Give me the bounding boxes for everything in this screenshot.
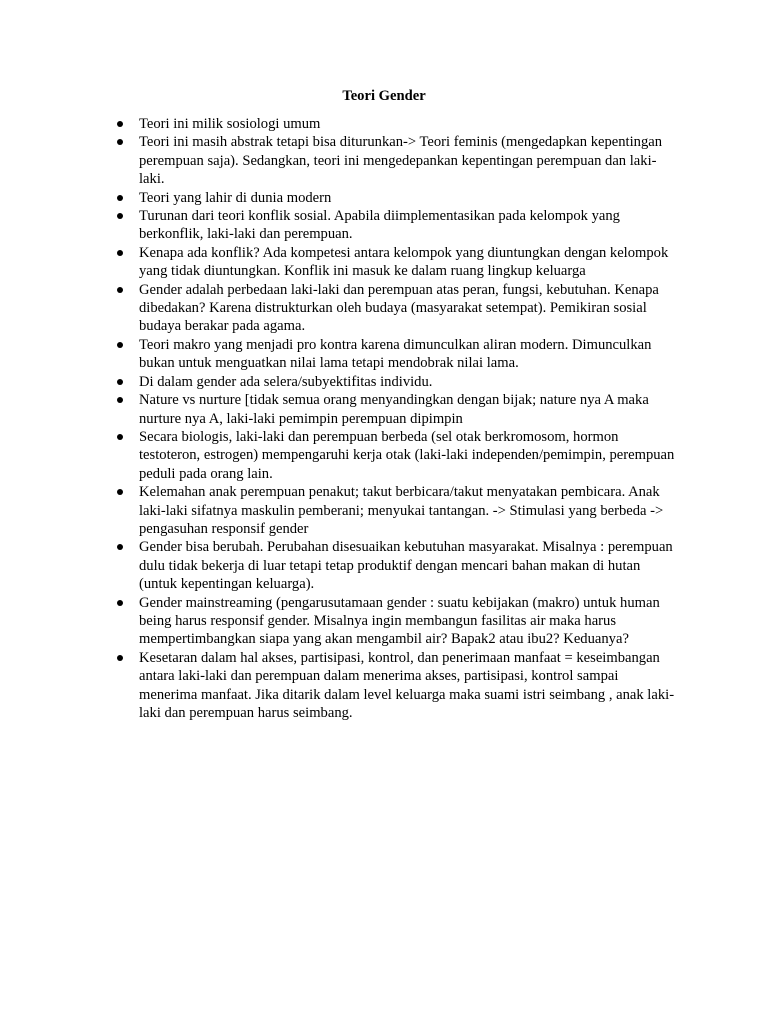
- bullet-item: [139, 133, 679, 188]
- bullet-item: [139, 281, 679, 336]
- bullet-text: Kelemahan anak perempuan penakut; takut berbicara/takut menyatakan pembicara. Anak laki-laki sifatnya maskulin pemberani; menyukai tantangan. -> Stimulasi yang berbeda -> pengasuhan responsif gender: [139, 484, 664, 537]
- bullet-list: [139, 115, 679, 722]
- bullet-item: [139, 244, 679, 281]
- bullet-item: [139, 373, 679, 391]
- bullet-text: Gender mainstreaming (pengarusutamaan gender : suatu kebijakan (makro) untuk human being harus responsif gender. Misalnya ingin membangun fasilitas air maka harus mempertimbangkan siapa yang akan mengambil air? Bapak2 atau ibu2? Keduanya?: [139, 594, 660, 648]
- bullet-item: [139, 483, 679, 538]
- bullet-text: Secara biologis, laki-laki dan perempuan berbeda (sel otak berkromosom, hormon testoteron, estrogen) mempengaruhi kerja otak (laki-laki independen/pemimpin, perempuan peduli pada orang lain.: [139, 428, 675, 482]
- bullet-icon: [117, 379, 123, 385]
- bullet-item: [139, 391, 679, 428]
- bullet-item: [139, 594, 679, 649]
- bullet-text: Kenapa ada konflik? Ada kompetesi antara kelompok yang diuntungkan dengan kelompok yang tidak diuntungkan. Konflik ini masuk ke dalam ruang lingkup keluarga: [139, 244, 669, 280]
- bullet-item: [139, 336, 679, 373]
- bullet-text: Nature vs nurture [tidak semua orang menyandingkan dengan bijak; nature nya A maka nurture nya A, laki-laki pemimpin perempuan dipimpin: [139, 392, 649, 427]
- bullet-icon: [117, 489, 123, 495]
- bullet-icon: [117, 600, 123, 606]
- bullet-icon: [117, 121, 123, 127]
- bullet-icon: [117, 195, 123, 201]
- bullet-icon: [117, 139, 123, 145]
- bullet-icon: [117, 342, 123, 348]
- bullet-icon: [117, 250, 123, 256]
- bullet-text: Teori yang lahir di dunia modern: [139, 189, 332, 206]
- bullet-text: Kesetaran dalam hal akses, partisipasi, kontrol, dan penerimaan manfaat = keseimbangan antara laki-laki dan perempuan dalam menerima akses, partisipasi, kontrol sampai menerima manfaat. Jika ditarik dalam level keluarga maka suami istri seimbang , anak laki-laki dan perempuan harus seimbang.: [139, 649, 675, 721]
- bullet-text: Gender bisa berubah. Perubahan disesuaikan kebutuhan masyarakat. Misalnya : perempuan dulu tidak bekerja di luar tetapi tetap produktif dengan mencari bahan makan di hutan (untuk kepentingan keluarga).: [139, 539, 673, 593]
- bullet-item: [139, 649, 679, 723]
- bullet-icon: [117, 544, 123, 550]
- bullet-item: [139, 115, 679, 133]
- bullet-text: Di dalam gender ada selera/subyektifitas individu.: [139, 373, 433, 390]
- bullet-item: [139, 207, 679, 244]
- bullet-icon: [117, 287, 123, 293]
- bullet-icon: [117, 213, 123, 219]
- bullet-text: Teori ini milik sosiologi umum: [139, 116, 321, 132]
- bullet-icon: [117, 397, 123, 403]
- bullet-item: [139, 538, 679, 593]
- bullet-item: [139, 189, 679, 207]
- bullet-text: Gender adalah perbedaan laki-laki dan perempuan atas peran, fungsi, kebutuhan. Kenapa dibedakan? Karena distrukturkan oleh budaya (masyarakat setempat). Pemikiran sosial budaya berakar pada agama.: [139, 281, 659, 335]
- bullet-icon: [117, 655, 123, 661]
- bullet-text: Teori makro yang menjadi pro kontra karena dimunculkan aliran modern. Dimunculkan bukan untuk menguatkan nilai lama tetapi mendobrak nilai lama.: [139, 336, 652, 372]
- document-title: Teori Gender: [342, 88, 426, 104]
- bullet-text: Teori ini masih abstrak tetapi bisa diturunkan-> Teori feminis (mengedapkan kepentingan perempuan saja). Sedangkan, teori ini mengedepankan kepentingan perempuan dan laki-laki.: [139, 134, 663, 188]
- bullet-icon: [117, 434, 123, 440]
- bullet-item: [139, 428, 679, 483]
- bullet-text: Turunan dari teori konflik sosial. Apabila diimplementasikan pada kelompok yang berkonflik, laki-laki dan perempuan.: [139, 208, 620, 243]
